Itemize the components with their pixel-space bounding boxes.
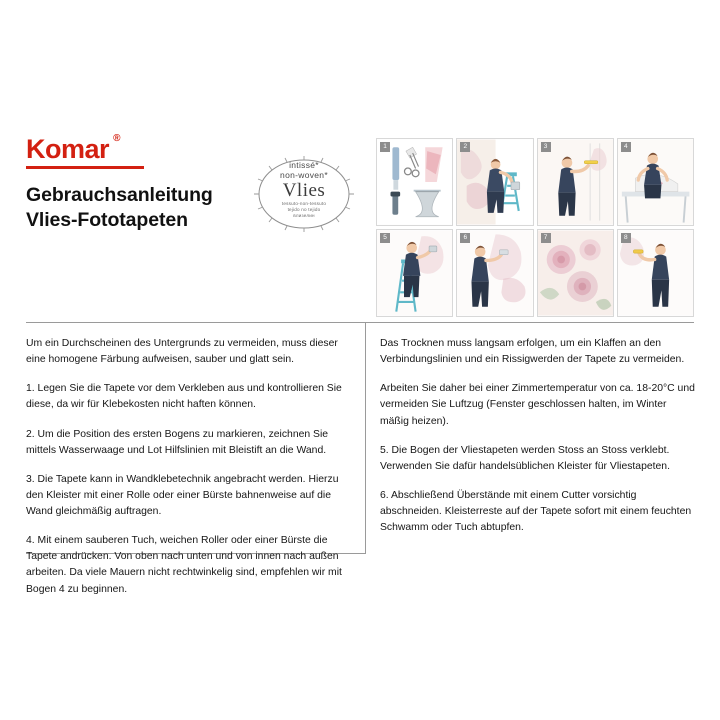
paragraph: Um ein Durchscheinen des Untergrunds zu vermeiden, muss dieser eine homogene Färbung aufweisen, sauber und glatt sein.	[26, 338, 338, 366]
paragraph: 3. Die Tapete kann in Wandklebetechnik angebracht werden. Hierzu den Kleister mit einer Rolle oder einer Bürste bahnenweise auf die Wand gleichmäßig auftragen.	[26, 473, 339, 517]
step-number-badge: 1	[380, 142, 390, 152]
step-number-badge: 2	[460, 142, 470, 152]
seal-line-nonwoven: non-woven*	[280, 169, 328, 180]
step-image-2	[456, 138, 533, 226]
seal-line-intisse: intissé*	[289, 160, 319, 170]
seal-line-tejido: tejido no tejido	[287, 207, 321, 213]
step-image-5	[376, 229, 453, 317]
step-number-badge: 7	[541, 233, 551, 243]
paragraph: 4. Mit einem sauberen Tuch, weichen Roller oder einer Bürste die Tapete andrücken. Von oben nach unten und von innen nach außen arbeiten. Da viele Mauern nicht rechtwinkelig sind, empfehlen wir mit Bogen 4 zu beginnen.	[26, 535, 342, 595]
seal-line-vlies: Vlies	[282, 179, 326, 201]
step-number-badge: 8	[621, 233, 631, 243]
paragraph: Das Trocknen muss langsam erfolgen, um ein Klaffen an den Verbindungslinien und ein Rissigwerden der Tapete zu vermeiden.	[380, 338, 685, 366]
brand-underline	[26, 166, 144, 169]
seal-line-vlizelin: влизелин	[293, 212, 315, 218]
step-image-4	[617, 138, 694, 226]
step-image-1	[376, 138, 453, 226]
divider-top	[26, 322, 694, 323]
registered-mark-icon: ®	[113, 133, 121, 144]
brand-name: Komar	[26, 134, 110, 164]
komar-logo	[26, 133, 121, 164]
step-image-8	[617, 229, 694, 317]
paragraph: 5. Die Bogen der Vliestapeten werden Stoss an Stoss verklebt. Verwenden Sie dafür handelsüblichen Kleister für Vliestapeten.	[380, 444, 670, 472]
step-number-badge: 3	[541, 142, 551, 152]
page-title-line2: Vlies-Fototapeten	[26, 208, 188, 231]
step-number-badge: 4	[621, 142, 631, 152]
seal-line-tessuto: tessuto-non-tessuto	[281, 201, 327, 207]
paragraph: Arbeiten Sie daher bei einer Zimmertemperatur von ca. 18-20°C und vermeiden Sie Luftzug (Fenster geschlossen halten, im Winter mäßig heizen).	[380, 383, 695, 427]
divider-middle	[365, 322, 366, 554]
paragraph: 2. Um die Position des ersten Bogens zu markieren, zeichnen Sie mittels Wasserwaage und Lot Hilfslinien mit Bleistift an die Wand.	[26, 428, 329, 456]
instructions-right-column	[380, 336, 696, 536]
step-image-7	[537, 229, 614, 317]
step-image-3	[537, 138, 614, 226]
instructions-left-column	[26, 336, 351, 598]
vlies-seal-badge	[252, 155, 356, 233]
page-title-line1: Gebrauchsanleitung	[26, 184, 213, 206]
step-number-badge: 6	[460, 233, 470, 243]
paragraph: 6. Abschließend Überstände mit einem Cutter vorsichtig abschneiden. Kleisterreste auf der Tapete sofort mit einem feuchten Schwamm oder Tuch abtupfen.	[380, 489, 692, 534]
step-number-badge: 5	[380, 233, 390, 243]
paragraph: 1. Legen Sie die Tapete vor dem Verkleben aus und kontrollieren Sie diese, da wir für Klebekosten nicht haften können.	[26, 383, 342, 411]
seal-text	[252, 155, 356, 219]
step-illustration-grid	[376, 138, 694, 317]
step-image-6	[456, 229, 533, 317]
